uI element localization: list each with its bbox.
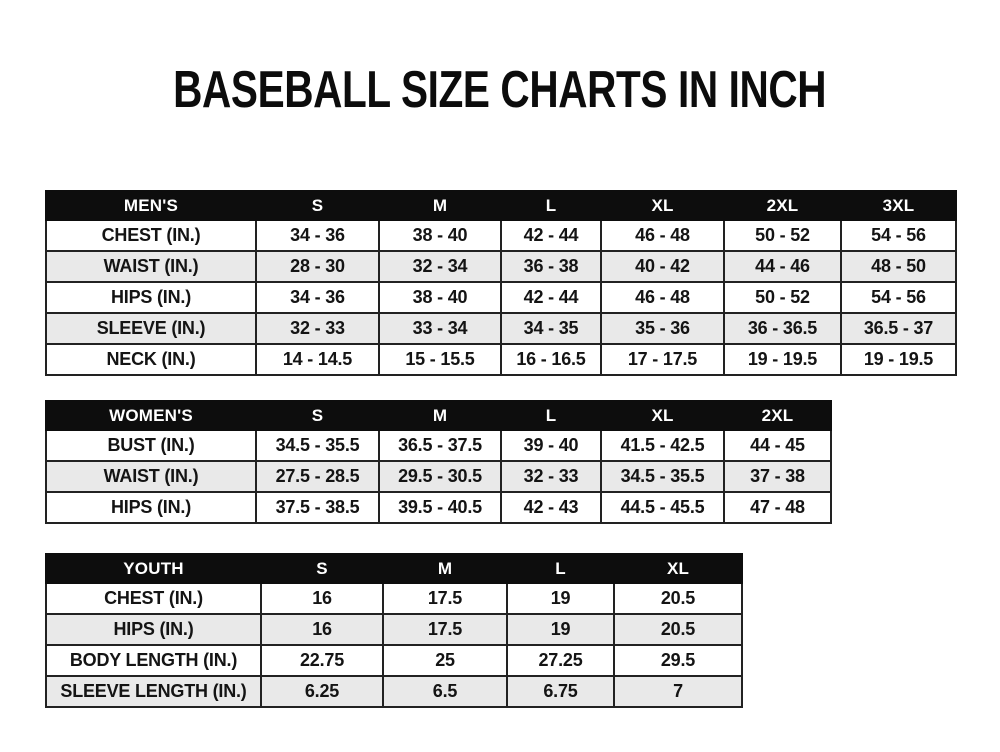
size-value-cell: 29.5: [614, 645, 742, 676]
table-row: [46, 676, 742, 707]
row-label: HIPS (IN.): [46, 614, 261, 645]
size-value-cell: 35 - 36: [601, 313, 724, 344]
size-value-cell: 40 - 42: [601, 251, 724, 282]
size-value-cell: 19: [507, 614, 614, 645]
size-value-cell: 20.5: [614, 614, 742, 645]
size-value-cell: 19 - 19.5: [841, 344, 956, 375]
table-row: [46, 583, 742, 614]
size-value-cell: 34.5 - 35.5: [601, 461, 724, 492]
size-value-cell: 19: [507, 583, 614, 614]
size-value-cell: 38 - 40: [379, 282, 501, 313]
mens-header-row: [46, 191, 956, 220]
row-label: CHEST (IN.): [46, 583, 261, 614]
womens-header-row: [46, 401, 831, 430]
size-value-cell: 25: [383, 645, 507, 676]
size-column-header: 2XL: [724, 401, 831, 430]
size-value-cell: 47 - 48: [724, 492, 831, 523]
mens-size-table: [45, 190, 957, 376]
size-value-cell: 34.5 - 35.5: [256, 430, 379, 461]
size-column-header: L: [507, 554, 614, 583]
youth-size-table: [45, 553, 743, 708]
size-value-cell: 38 - 40: [379, 220, 501, 251]
table-row: [46, 251, 956, 282]
size-column-header: L: [501, 191, 601, 220]
size-value-cell: 29.5 - 30.5: [379, 461, 501, 492]
size-value-cell: 34 - 36: [256, 220, 379, 251]
size-column-header: S: [261, 554, 383, 583]
table-row: [46, 614, 742, 645]
table-title-cell: WOMEN'S: [46, 401, 256, 430]
size-value-cell: 32 - 33: [256, 313, 379, 344]
size-value-cell: 22.75: [261, 645, 383, 676]
table-row: [46, 313, 956, 344]
size-value-cell: 32 - 34: [379, 251, 501, 282]
size-value-cell: 44.5 - 45.5: [601, 492, 724, 523]
page-title: [0, 61, 1000, 119]
row-label: HIPS (IN.): [46, 282, 256, 313]
table-title-cell: YOUTH: [46, 554, 261, 583]
size-column-header: XL: [601, 191, 724, 220]
row-label: SLEEVE LENGTH (IN.): [46, 676, 261, 707]
size-value-cell: 20.5: [614, 583, 742, 614]
size-value-cell: 42 - 43: [501, 492, 601, 523]
size-column-header: M: [379, 191, 501, 220]
row-label: BUST (IN.): [46, 430, 256, 461]
row-label: SLEEVE (IN.): [46, 313, 256, 344]
size-column-header: L: [501, 401, 601, 430]
size-value-cell: 44 - 46: [724, 251, 841, 282]
size-value-cell: 50 - 52: [724, 282, 841, 313]
size-value-cell: 50 - 52: [724, 220, 841, 251]
size-value-cell: 17.5: [383, 583, 507, 614]
table-row: [46, 461, 831, 492]
size-column-header: M: [379, 401, 501, 430]
row-label: BODY LENGTH (IN.): [46, 645, 261, 676]
size-column-header: S: [256, 191, 379, 220]
row-label: NECK (IN.): [46, 344, 256, 375]
size-value-cell: 16: [261, 614, 383, 645]
size-value-cell: 7: [614, 676, 742, 707]
size-value-cell: 27.5 - 28.5: [256, 461, 379, 492]
table-row: [46, 220, 956, 251]
size-value-cell: 6.75: [507, 676, 614, 707]
size-value-cell: 33 - 34: [379, 313, 501, 344]
size-value-cell: 34 - 35: [501, 313, 601, 344]
table-row: [46, 430, 831, 461]
size-column-header: XL: [601, 401, 724, 430]
size-value-cell: 54 - 56: [841, 282, 956, 313]
size-value-cell: 54 - 56: [841, 220, 956, 251]
table-title-cell: MEN'S: [46, 191, 256, 220]
row-label: WAIST (IN.): [46, 461, 256, 492]
size-value-cell: 36.5 - 37: [841, 313, 956, 344]
size-column-header: S: [256, 401, 379, 430]
size-value-cell: 19 - 19.5: [724, 344, 841, 375]
page-title-text: BASEBALL SIZE CHARTS IN INCH: [173, 61, 827, 119]
size-value-cell: 34 - 36: [256, 282, 379, 313]
size-column-header: M: [383, 554, 507, 583]
size-value-cell: 15 - 15.5: [379, 344, 501, 375]
size-value-cell: 42 - 44: [501, 282, 601, 313]
size-value-cell: 36 - 38: [501, 251, 601, 282]
size-value-cell: 46 - 48: [601, 220, 724, 251]
table-row: [46, 645, 742, 676]
youth-header-row: [46, 554, 742, 583]
size-value-cell: 6.25: [261, 676, 383, 707]
size-value-cell: 41.5 - 42.5: [601, 430, 724, 461]
size-value-cell: 27.25: [507, 645, 614, 676]
size-column-header: 2XL: [724, 191, 841, 220]
size-value-cell: 39 - 40: [501, 430, 601, 461]
size-column-header: 3XL: [841, 191, 956, 220]
size-value-cell: 36.5 - 37.5: [379, 430, 501, 461]
table-row: [46, 344, 956, 375]
size-value-cell: 17 - 17.5: [601, 344, 724, 375]
size-value-cell: 37.5 - 38.5: [256, 492, 379, 523]
size-value-cell: 32 - 33: [501, 461, 601, 492]
table-row: [46, 492, 831, 523]
womens-size-table: [45, 400, 832, 524]
size-value-cell: 48 - 50: [841, 251, 956, 282]
size-value-cell: 37 - 38: [724, 461, 831, 492]
row-label: CHEST (IN.): [46, 220, 256, 251]
size-value-cell: 44 - 45: [724, 430, 831, 461]
size-value-cell: 17.5: [383, 614, 507, 645]
size-value-cell: 14 - 14.5: [256, 344, 379, 375]
size-value-cell: 28 - 30: [256, 251, 379, 282]
size-value-cell: 39.5 - 40.5: [379, 492, 501, 523]
size-value-cell: 16 - 16.5: [501, 344, 601, 375]
size-value-cell: 16: [261, 583, 383, 614]
size-column-header: XL: [614, 554, 742, 583]
size-value-cell: 42 - 44: [501, 220, 601, 251]
size-value-cell: 6.5: [383, 676, 507, 707]
size-value-cell: 36 - 36.5: [724, 313, 841, 344]
row-label: WAIST (IN.): [46, 251, 256, 282]
table-row: [46, 282, 956, 313]
row-label: HIPS (IN.): [46, 492, 256, 523]
size-value-cell: 46 - 48: [601, 282, 724, 313]
